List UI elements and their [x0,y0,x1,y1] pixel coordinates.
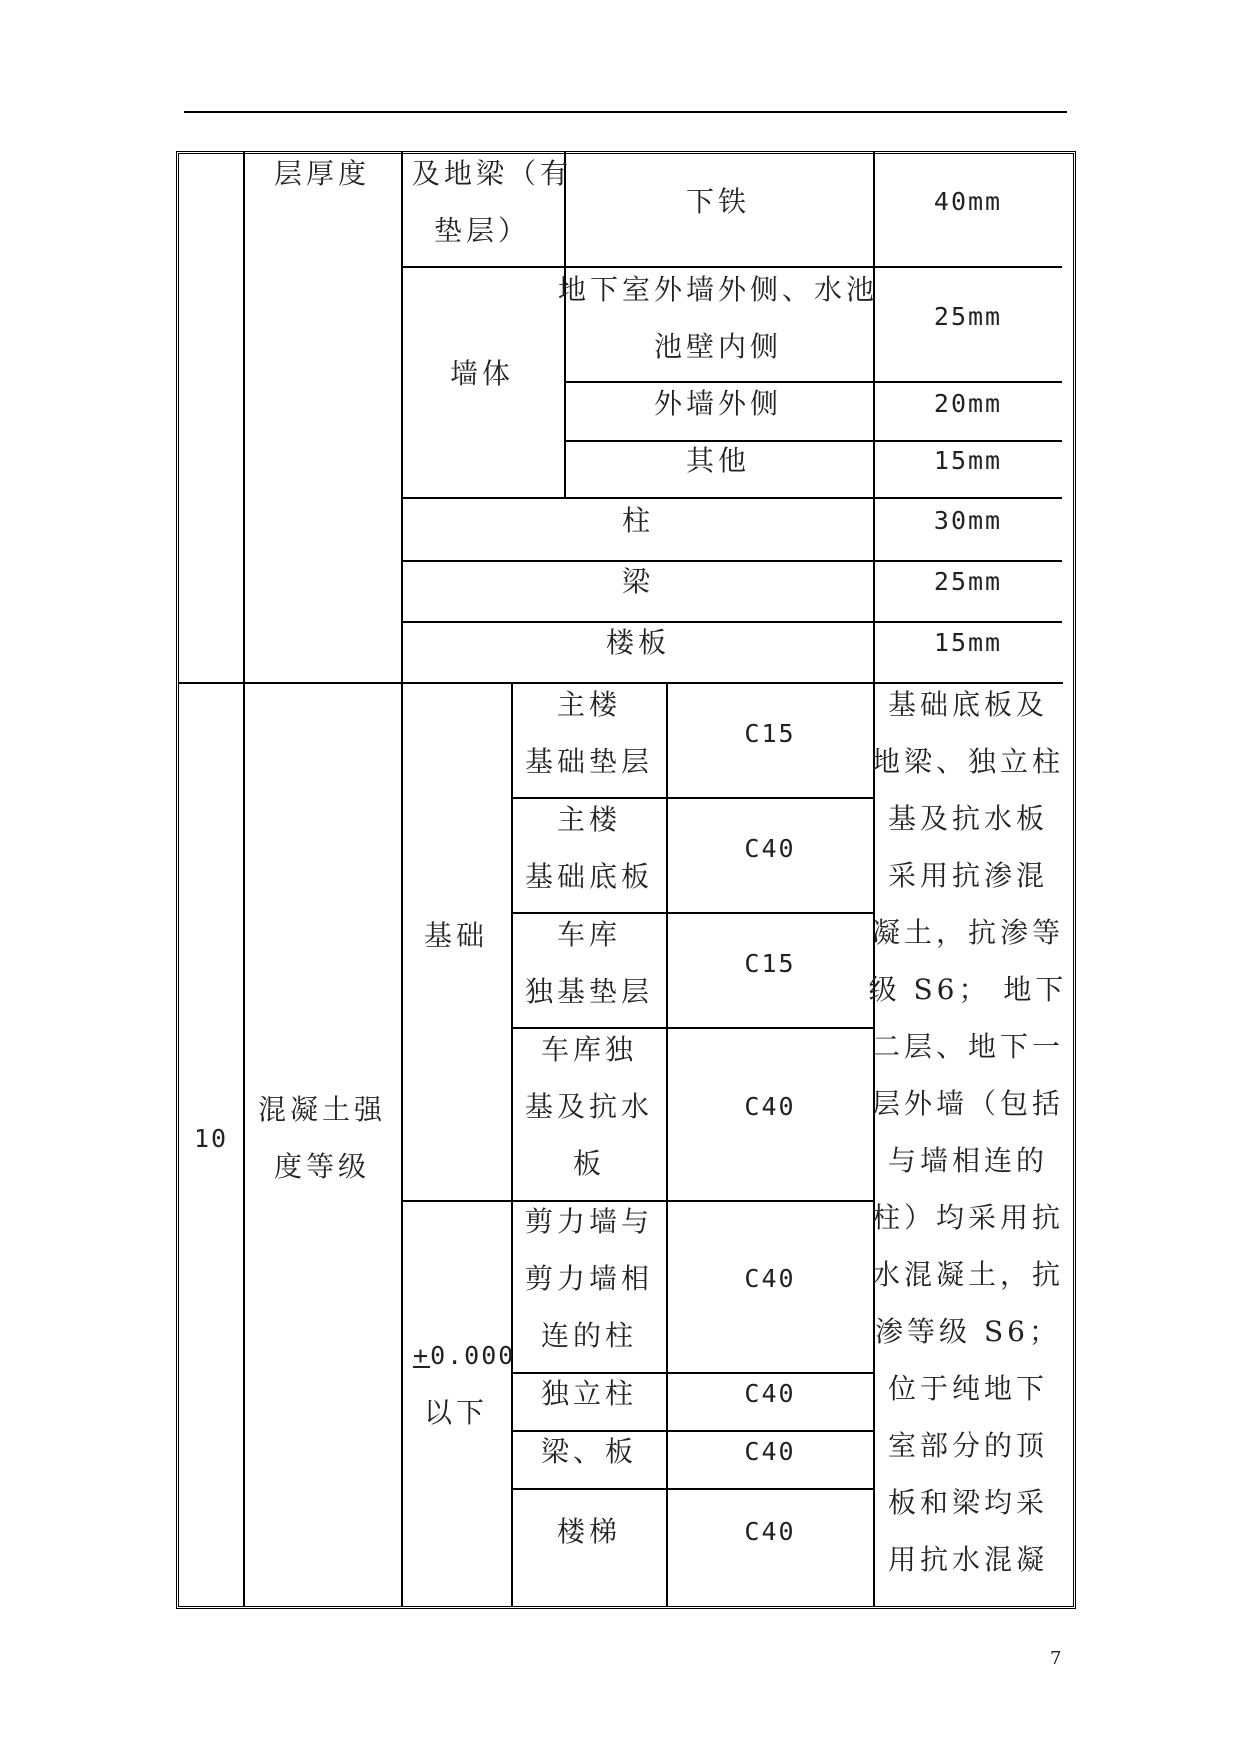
component-line2: 基础垫层 [524,745,654,778]
table-grid-line [511,683,513,1607]
foundation-group-label: 基础 [423,919,489,952]
table-grid-line [666,683,668,1607]
component-line1: 主楼 [556,688,622,721]
table-grid-line [873,152,875,683]
component-line1: 楼梯 [556,1515,622,1548]
remark-line: 渗等级 S6； [875,1315,1061,1348]
concrete-grade: C40 [744,1517,796,1546]
table-grid-line [243,152,245,1607]
plus-minus-sign: + [413,1341,431,1370]
remark-line: 柱）均采用抗 [871,1201,1065,1234]
wall-part: 外墙外侧 [653,387,783,420]
level-label-line2: 以下 [423,1396,489,1429]
member-cover-value: 30mm [933,506,1003,535]
foundation-label-line1: 及地梁（有 [412,157,573,190]
component-line1: 车库独 [540,1033,638,1066]
member-label: 楼板 [605,626,671,659]
remark-line: 基础底板及 [887,688,1049,721]
component-line1: 车库 [556,918,622,951]
remark-line: 基及抗水板 [887,802,1049,835]
item-name-line2: 度等级 [273,1150,371,1183]
remark-line: 层外墙（包括 [871,1087,1065,1120]
wall-cover-value: 25mm [933,302,1003,331]
foundation-part: 下铁 [685,185,751,218]
component-line1: 梁、板 [540,1435,638,1468]
table-grid-line [401,152,403,1607]
table-grid-line [564,152,566,498]
wall-cover-value: 20mm [933,389,1003,418]
item-name: 层厚度 [273,157,371,190]
concrete-grade: C40 [744,1437,796,1466]
level-value: 0.000 [430,1341,516,1370]
foundation-cover-value: 40mm [933,187,1003,216]
component-line2: 独基垫层 [524,975,654,1008]
component-line2: 剪力墙相 [524,1262,654,1295]
remark-line: 室部分的顶 [887,1429,1049,1462]
concrete-grade: C15 [744,949,796,978]
remark-line: 水混凝土，抗 [871,1258,1065,1291]
wall-part: 其他 [685,444,751,477]
remark-line: 与墙相连的 [887,1144,1049,1177]
concrete-grade: C40 [744,834,796,863]
table-grid-line [873,683,875,1607]
table-grid-line [511,1488,873,1490]
remark-line: 采用抗渗混 [887,859,1049,892]
wall-cover-value: 15mm [933,446,1003,475]
member-cover-value: 25mm [933,567,1003,596]
remark-line: 板和梁均采 [887,1486,1049,1519]
component-line1: 剪力墙与 [524,1205,654,1238]
wall-part-line2: 池壁内侧 [653,330,783,363]
component-line3: 板 [572,1147,606,1180]
member-cover-value: 15mm [933,628,1003,657]
member-label: 梁 [621,565,655,598]
concrete-grade: C40 [744,1264,796,1293]
item-name-line1: 混凝土强 [257,1093,387,1126]
level-label [413,1327,515,1384]
remark-line: 位于纯地下 [887,1372,1049,1405]
remark-line: 地梁、独立柱 [871,745,1065,778]
remark-line: 二层、地下一 [871,1030,1065,1063]
component-line2: 基及抗水 [524,1090,654,1123]
member-label: 柱 [621,504,655,537]
component-line1: 独立柱 [540,1377,638,1410]
foundation-label-line2: 垫层） [433,214,531,247]
component-line3: 连的柱 [540,1319,638,1352]
header-rule [184,111,1067,113]
concrete-grade: C40 [744,1092,796,1121]
concrete-grade: C40 [744,1379,796,1408]
item-number: 10 [193,1124,229,1153]
component-line1: 主楼 [556,803,622,836]
remark-line: 用抗水混凝 [887,1543,1049,1576]
wall-label: 墙体 [449,357,515,390]
remark-line: 凝土，抗渗等 [871,916,1065,949]
remark-line: 级 S6； 地下 [868,973,1068,1006]
component-line2: 基础底板 [524,860,654,893]
concrete-grade: C15 [744,719,796,748]
page-number: 7 [1050,1648,1062,1669]
wall-part-line1: 地下室外墙外侧、水池 [557,273,879,306]
